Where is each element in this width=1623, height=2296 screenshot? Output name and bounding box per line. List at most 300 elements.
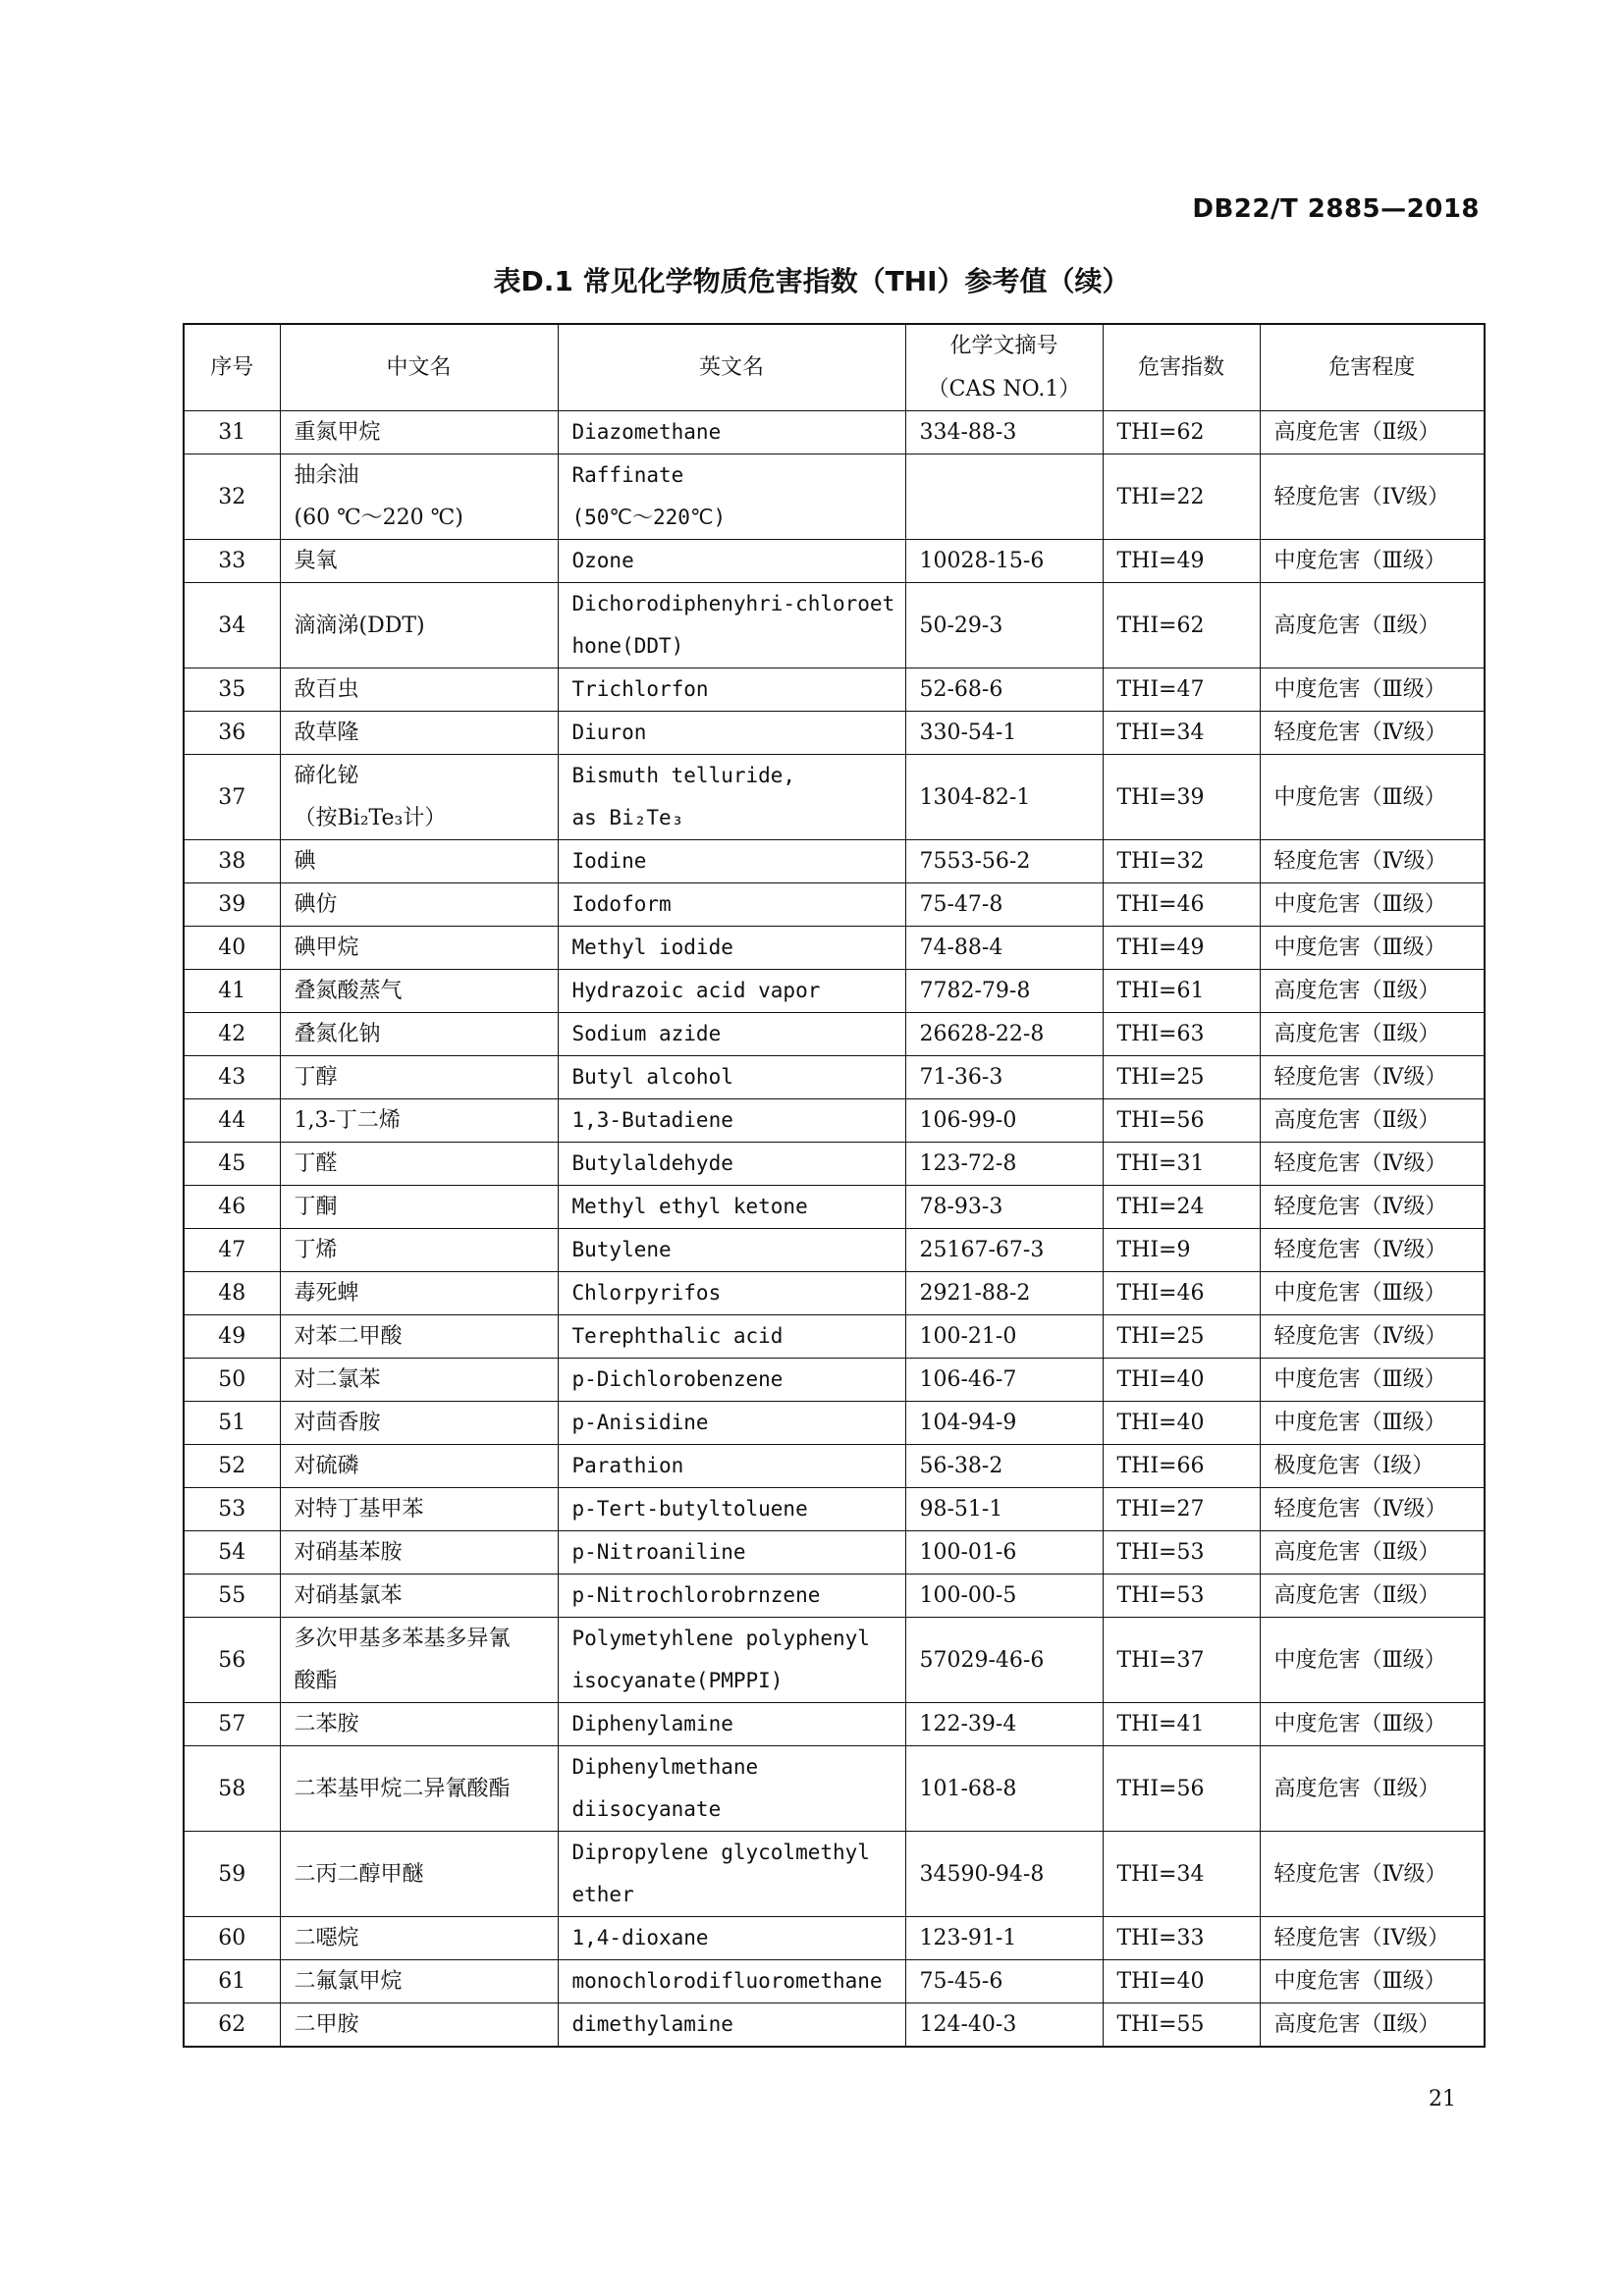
- cell-chinese-name: [280, 2003, 558, 2048]
- cell-chinese-name: [280, 583, 558, 668]
- cell-english-name-line: p-Tert-butyltoluene: [571, 1497, 808, 1521]
- cell-hazard-level: 轻度危害（Ⅳ级）: [1260, 840, 1485, 883]
- cell-hazard-level: 中度危害（Ⅲ级）: [1260, 1359, 1485, 1402]
- cell-chinese-name: [280, 668, 558, 712]
- cas-header-line-1: 化学文摘号: [949, 334, 1058, 358]
- cell-cas-number: 106-99-0: [905, 1099, 1103, 1143]
- cell-chinese-name: [280, 1575, 558, 1618]
- cell-hazard-level: 中度危害（Ⅲ级）: [1260, 1960, 1485, 2003]
- cell-chinese-name-line: 对特丁基甲苯: [294, 1497, 424, 1522]
- cell-hazard-index: THI=49: [1103, 927, 1260, 970]
- cell-chinese-name: [280, 454, 558, 540]
- cell-chinese-name: [280, 1013, 558, 1056]
- cell-english-name-line: (50℃～220℃): [571, 506, 727, 529]
- table-row: [184, 1359, 1485, 1402]
- cell-english-name: [558, 1531, 905, 1575]
- cell-hazard-index: THI=31: [1103, 1143, 1260, 1186]
- table-header-row: [184, 324, 1485, 411]
- cell-english-name: [558, 2003, 905, 2048]
- cell-chinese-name-line: 二氟氯甲烷: [294, 1969, 403, 1994]
- table-row: [184, 712, 1485, 755]
- table-row: [184, 1531, 1485, 1575]
- cell-number: 55: [184, 1575, 280, 1618]
- cell-chinese-name: [280, 1186, 558, 1229]
- table-row: [184, 1960, 1485, 2003]
- column-header-hazard-level: 危害程度: [1260, 324, 1485, 411]
- cell-cas-number: 1304-82-1: [905, 755, 1103, 840]
- cell-english-name-line: Raffinate: [571, 463, 684, 487]
- cell-cas-number: 52-68-6: [905, 668, 1103, 712]
- cell-chinese-name: [280, 1099, 558, 1143]
- table-row: [184, 1575, 1485, 1618]
- cell-chinese-name: [280, 970, 558, 1013]
- cell-english-name-line: Diphenylamine: [571, 1712, 733, 1735]
- cell-hazard-level: 轻度危害（Ⅳ级）: [1260, 1186, 1485, 1229]
- cell-english-name-line: Diazomethane: [571, 420, 722, 444]
- cell-english-name: [558, 755, 905, 840]
- cell-chinese-name: [280, 883, 558, 927]
- cell-number: 50: [184, 1359, 280, 1402]
- cell-cas-number: 98-51-1: [905, 1488, 1103, 1531]
- cell-english-name-line: Bismuth telluride,: [571, 764, 796, 787]
- cell-chinese-name: [280, 840, 558, 883]
- cell-english-name: [558, 970, 905, 1013]
- cell-cas-number: 56-38-2: [905, 1445, 1103, 1488]
- cell-english-name: [558, 1013, 905, 1056]
- cell-chinese-name: [280, 1917, 558, 1960]
- cell-chinese-name: [280, 1315, 558, 1359]
- cell-chinese-name-line: 抽余油: [294, 463, 359, 488]
- cell-chinese-name-line: 碘: [294, 849, 316, 874]
- cell-english-name-line: Parathion: [571, 1454, 684, 1477]
- cell-chinese-name-line: 臭氧: [294, 549, 338, 573]
- table-row: [184, 1099, 1485, 1143]
- table-row: [184, 411, 1485, 454]
- cell-hazard-level: 轻度危害（Ⅳ级）: [1260, 1143, 1485, 1186]
- cell-hazard-level: 中度危害（Ⅲ级）: [1260, 1703, 1485, 1746]
- cell-chinese-name-line: 丁烯: [294, 1238, 338, 1262]
- cell-number: 34: [184, 583, 280, 668]
- cell-hazard-index: THI=34: [1103, 1832, 1260, 1917]
- cell-cas-number: 123-72-8: [905, 1143, 1103, 1186]
- cell-cas-number: 122-39-4: [905, 1703, 1103, 1746]
- cell-number: 31: [184, 411, 280, 454]
- cell-english-name: [558, 411, 905, 454]
- cell-hazard-level: 轻度危害（Ⅳ级）: [1260, 1229, 1485, 1272]
- cell-hazard-level: 轻度危害（IV级）: [1260, 1917, 1485, 1960]
- table-row: [184, 840, 1485, 883]
- cell-english-name-line: Hydrazoic acid vapor: [571, 979, 821, 1002]
- cell-chinese-name-line: （按Bi₂Te₃计）: [294, 806, 447, 830]
- cell-english-name: [558, 1272, 905, 1315]
- cell-english-name-line: Methyl iodide: [571, 935, 733, 959]
- cell-number: 47: [184, 1229, 280, 1272]
- cell-chinese-name-line: 丁酮: [294, 1195, 338, 1219]
- cell-chinese-name-line: 叠氮化钠: [294, 1022, 381, 1046]
- cell-chinese-name: [280, 755, 558, 840]
- cell-english-name: [558, 1099, 905, 1143]
- cell-hazard-index: THI=34: [1103, 712, 1260, 755]
- cell-number: 53: [184, 1488, 280, 1531]
- cell-chinese-name: [280, 1703, 558, 1746]
- table-row: [184, 1917, 1485, 1960]
- cell-english-name: [558, 1703, 905, 1746]
- cell-cas-number: 78-93-3: [905, 1186, 1103, 1229]
- cell-number: 56: [184, 1618, 280, 1703]
- cell-english-name-line: p-Nitroaniline: [571, 1540, 746, 1564]
- cell-number: 35: [184, 668, 280, 712]
- column-header-chinese-name: 中文名: [280, 324, 558, 411]
- cell-english-name-line: dimethylamine: [571, 2012, 733, 2036]
- cell-chinese-name-line: 碘仿: [294, 892, 338, 917]
- cell-hazard-index: THI=66: [1103, 1445, 1260, 1488]
- cell-number: 38: [184, 840, 280, 883]
- cell-chinese-name-line: 对二氯苯: [294, 1367, 381, 1392]
- cell-english-name: [558, 712, 905, 755]
- cell-english-name: [558, 1445, 905, 1488]
- cell-english-name-line: Sodium azide: [571, 1022, 722, 1045]
- cell-english-name-line: Ozone: [571, 549, 634, 572]
- cell-english-name-line: Polymetyhlene polyphenyl: [571, 1627, 870, 1650]
- cell-english-name: [558, 1917, 905, 1960]
- cell-cas-number: [905, 454, 1103, 540]
- column-header-cas-number: [905, 324, 1103, 411]
- cell-number: 60: [184, 1917, 280, 1960]
- cell-cas-number: 74-88-4: [905, 927, 1103, 970]
- cell-english-name: [558, 1402, 905, 1445]
- cell-chinese-name: [280, 1960, 558, 2003]
- cell-english-name-line: Dipropylene glycolmethyl: [571, 1841, 870, 1864]
- table-row: [184, 1272, 1485, 1315]
- cell-chinese-name: [280, 1359, 558, 1402]
- cell-hazard-level: 轻度危害（Ⅳ级）: [1260, 1832, 1485, 1917]
- cell-hazard-index: THI=53: [1103, 1575, 1260, 1618]
- cell-number: 39: [184, 883, 280, 927]
- cell-hazard-index: THI=46: [1103, 1272, 1260, 1315]
- table-row: [184, 583, 1485, 668]
- cell-chinese-name-line: 酸酯: [294, 1669, 338, 1693]
- cell-hazard-level: 中度危害（Ⅲ级）: [1260, 1618, 1485, 1703]
- cell-hazard-index: THI=61: [1103, 970, 1260, 1013]
- cell-chinese-name-line: 碲化铋: [294, 764, 359, 788]
- cell-english-name: [558, 927, 905, 970]
- table-row: [184, 1013, 1485, 1056]
- cell-number: 46: [184, 1186, 280, 1229]
- cell-cas-number: 25167-67-3: [905, 1229, 1103, 1272]
- cell-english-name: [558, 1746, 905, 1832]
- cell-chinese-name-line: 对硝基氯苯: [294, 1583, 403, 1608]
- cell-hazard-index: THI=37: [1103, 1618, 1260, 1703]
- cell-hazard-index: THI=40: [1103, 1960, 1260, 2003]
- cell-chinese-name: [280, 1272, 558, 1315]
- cell-chinese-name-line: 敌草隆: [294, 721, 359, 745]
- cell-english-name: [558, 883, 905, 927]
- cell-chinese-name-line: 叠氮酸蒸气: [294, 979, 403, 1003]
- cell-chinese-name: [280, 1402, 558, 1445]
- cell-chinese-name-line: 二苯基甲烷二异氰酸酯: [294, 1776, 511, 1801]
- cell-english-name-line: Methyl ethyl ketone: [571, 1195, 808, 1218]
- cell-chinese-name-line: (60 ℃～220 ℃): [294, 506, 463, 530]
- cell-english-name: [558, 840, 905, 883]
- table-row: [184, 927, 1485, 970]
- cell-english-name: [558, 1143, 905, 1186]
- cell-english-name: [558, 1186, 905, 1229]
- cell-english-name-line: Terephthalic acid: [571, 1324, 784, 1348]
- cell-hazard-index: THI=56: [1103, 1099, 1260, 1143]
- cell-chinese-name-line: 滴滴涕(DDT): [294, 613, 425, 638]
- table-row: [184, 1703, 1485, 1746]
- cell-cas-number: 100-01-6: [905, 1531, 1103, 1575]
- cell-hazard-level: 中度危害（Ⅲ级）: [1260, 668, 1485, 712]
- table-row: [184, 1186, 1485, 1229]
- cell-chinese-name: [280, 1229, 558, 1272]
- cell-cas-number: 2921-88-2: [905, 1272, 1103, 1315]
- cell-english-name: [558, 1056, 905, 1099]
- cell-cas-number: 26628-22-8: [905, 1013, 1103, 1056]
- cell-number: 62: [184, 2003, 280, 2048]
- cell-cas-number: 330-54-1: [905, 712, 1103, 755]
- cell-number: 36: [184, 712, 280, 755]
- cell-hazard-index: THI=53: [1103, 1531, 1260, 1575]
- cell-english-name-line: p-Anisidine: [571, 1411, 709, 1434]
- cell-english-name: [558, 1229, 905, 1272]
- cell-hazard-level: 轻度危害（Ⅳ级）: [1260, 1315, 1485, 1359]
- cell-hazard-level: 高度危害（Ⅱ级）: [1260, 1746, 1485, 1832]
- table-row: [184, 755, 1485, 840]
- cell-hazard-index: THI=25: [1103, 1315, 1260, 1359]
- cell-cas-number: 7782-79-8: [905, 970, 1103, 1013]
- cell-english-name-line: 1,4-dioxane: [571, 1926, 709, 1949]
- cell-hazard-index: THI=46: [1103, 883, 1260, 927]
- cell-cas-number: 34590-94-8: [905, 1832, 1103, 1917]
- cell-english-name-line: as Bi₂Te₃: [571, 806, 684, 829]
- table-body: [184, 411, 1485, 2048]
- cell-hazard-index: THI=40: [1103, 1359, 1260, 1402]
- cell-chinese-name: [280, 540, 558, 583]
- cell-hazard-index: THI=55: [1103, 2003, 1260, 2048]
- cell-english-name-line: 1,3-Butadiene: [571, 1108, 733, 1132]
- cell-cas-number: 7553-56-2: [905, 840, 1103, 883]
- cell-chinese-name-line: 毒死蜱: [294, 1281, 359, 1306]
- cell-english-name-line: p-Nitrochlorobrnzene: [571, 1583, 821, 1607]
- cell-chinese-name-line: 对硝基苯胺: [294, 1540, 403, 1565]
- cell-cas-number: 75-47-8: [905, 883, 1103, 927]
- cell-chinese-name-line: 对茴香胺: [294, 1411, 381, 1435]
- cell-chinese-name-line: 丁醇: [294, 1065, 338, 1090]
- cell-number: 52: [184, 1445, 280, 1488]
- cell-chinese-name: [280, 1746, 558, 1832]
- cell-chinese-name: [280, 1056, 558, 1099]
- cell-english-name-line: isocyanate(PMPPI): [571, 1669, 784, 1692]
- cell-number: 51: [184, 1402, 280, 1445]
- cell-hazard-index: THI=62: [1103, 411, 1260, 454]
- cell-english-name-line: Diphenylmethane: [571, 1755, 759, 1779]
- cell-chinese-name: [280, 1143, 558, 1186]
- cell-english-name-line: Butylaldehyde: [571, 1151, 733, 1175]
- table-row: [184, 1315, 1485, 1359]
- cell-number: 44: [184, 1099, 280, 1143]
- cell-number: 57: [184, 1703, 280, 1746]
- table-row: [184, 1488, 1485, 1531]
- table-row: [184, 1746, 1485, 1832]
- table-row: [184, 2003, 1485, 2048]
- cell-hazard-level: 轻度危害（Ⅳ级）: [1260, 1056, 1485, 1099]
- cell-hazard-index: THI=63: [1103, 1013, 1260, 1056]
- cell-number: 37: [184, 755, 280, 840]
- cell-hazard-level: 高度危害（Ⅱ级）: [1260, 1531, 1485, 1575]
- table-row: [184, 454, 1485, 540]
- cell-cas-number: 71-36-3: [905, 1056, 1103, 1099]
- cell-number: 59: [184, 1832, 280, 1917]
- table-row: [184, 668, 1485, 712]
- cell-hazard-index: THI=62: [1103, 583, 1260, 668]
- cell-english-name-line: Iodoform: [571, 892, 672, 916]
- table-row: [184, 1056, 1485, 1099]
- cell-hazard-level: 中度危害（Ⅲ级）: [1260, 1402, 1485, 1445]
- cell-hazard-level: 轻度危害（IV级）: [1260, 454, 1485, 540]
- cell-chinese-name-line: 重氮甲烷: [294, 420, 381, 445]
- cell-chinese-name: [280, 712, 558, 755]
- table-row: [184, 1832, 1485, 1917]
- cell-english-name: [558, 1960, 905, 2003]
- cell-cas-number: 101-68-8: [905, 1746, 1103, 1832]
- cell-hazard-level: 高度危害（Ⅱ级）: [1260, 1099, 1485, 1143]
- cell-chinese-name: [280, 1832, 558, 1917]
- cell-chinese-name-line: 二噁烷: [294, 1926, 359, 1950]
- cell-number: 54: [184, 1531, 280, 1575]
- cell-hazard-level: 高度危害（Ⅱ级）: [1260, 411, 1485, 454]
- cell-chinese-name-line: 对苯二甲酸: [294, 1324, 403, 1349]
- cas-header-line-2: （CAS NO.1）: [927, 377, 1081, 401]
- cell-english-name-line: monochlorodifluoromethane: [571, 1969, 883, 1993]
- cell-english-name: [558, 540, 905, 583]
- cell-english-name: [558, 1575, 905, 1618]
- cell-hazard-index: THI=49: [1103, 540, 1260, 583]
- document-code: DB22/T 2885—2018: [1192, 194, 1480, 224]
- cell-hazard-index: THI=32: [1103, 840, 1260, 883]
- cell-hazard-index: THI=24: [1103, 1186, 1260, 1229]
- column-header-english-name: 英文名: [558, 324, 905, 411]
- cell-hazard-index: THI=41: [1103, 1703, 1260, 1746]
- cell-english-name-line: Diuron: [571, 721, 647, 744]
- cell-english-name: [558, 1488, 905, 1531]
- cell-hazard-index: THI=56: [1103, 1746, 1260, 1832]
- cell-chinese-name: [280, 1488, 558, 1531]
- cell-number: 58: [184, 1746, 280, 1832]
- cell-hazard-index: THI=33: [1103, 1917, 1260, 1960]
- cell-english-name-line: diisocyanate: [571, 1797, 722, 1821]
- cell-cas-number: 100-00-5: [905, 1575, 1103, 1618]
- cell-chinese-name: [280, 927, 558, 970]
- cell-english-name-line: Trichlorfon: [571, 677, 709, 701]
- table-row: [184, 540, 1485, 583]
- cell-number: 33: [184, 540, 280, 583]
- cell-hazard-index: THI=27: [1103, 1488, 1260, 1531]
- cell-number: 48: [184, 1272, 280, 1315]
- cell-chinese-name-line: 对硫磷: [294, 1454, 359, 1478]
- cell-english-name: [558, 583, 905, 668]
- cell-hazard-level: 中度危害（Ⅲ级）: [1260, 755, 1485, 840]
- column-header-hazard-index: 危害指数: [1103, 324, 1260, 411]
- cell-chinese-name-line: 二丙二醇甲醚: [294, 1861, 424, 1887]
- cell-number: 41: [184, 970, 280, 1013]
- cell-hazard-level: 高度危害（Ⅱ级）: [1260, 970, 1485, 1013]
- cell-number: 43: [184, 1056, 280, 1099]
- cell-chinese-name-line: 敌百虫: [294, 677, 359, 702]
- cell-cas-number: 50-29-3: [905, 583, 1103, 668]
- cell-hazard-level: 轻度危害（Ⅳ级）: [1260, 1488, 1485, 1531]
- cell-hazard-level: 中度危害（Ⅲ级）: [1260, 883, 1485, 927]
- cell-chinese-name-line: 二甲胺: [294, 2012, 359, 2037]
- cell-number: 32: [184, 454, 280, 540]
- cell-english-name-line: Dichorodiphenyhri-chloroet: [571, 592, 895, 615]
- table-title: 表D.1 常见化学物质危害指数（THI）参考值（续）: [493, 265, 1130, 297]
- table-row: [184, 1143, 1485, 1186]
- cell-chinese-name: [280, 1531, 558, 1575]
- cell-cas-number: 123-91-1: [905, 1917, 1103, 1960]
- cell-hazard-level: 中度危害（Ⅲ级）: [1260, 927, 1485, 970]
- cell-english-name-line: hone(DDT): [571, 634, 684, 658]
- cell-chinese-name: [280, 1445, 558, 1488]
- cell-hazard-index: THI=40: [1103, 1402, 1260, 1445]
- cell-cas-number: 106-46-7: [905, 1359, 1103, 1402]
- cell-number: 40: [184, 927, 280, 970]
- cell-english-name-line: Butyl alcohol: [571, 1065, 733, 1089]
- cell-english-name: [558, 1618, 905, 1703]
- cell-number: 49: [184, 1315, 280, 1359]
- cell-chinese-name-line: 丁醛: [294, 1151, 338, 1176]
- table-row: [184, 1229, 1485, 1272]
- cell-hazard-level: 极度危害（Ⅰ级）: [1260, 1445, 1485, 1488]
- cell-chinese-name: [280, 411, 558, 454]
- cell-english-name: [558, 454, 905, 540]
- cell-english-name-line: ether: [571, 1883, 634, 1906]
- cell-hazard-level: 高度危害（Ⅱ级）: [1260, 1575, 1485, 1618]
- cell-english-name-line: Iodine: [571, 849, 647, 873]
- cell-cas-number: 104-94-9: [905, 1402, 1103, 1445]
- cell-number: 42: [184, 1013, 280, 1056]
- cell-hazard-index: THI=9: [1103, 1229, 1260, 1272]
- table-row: [184, 1618, 1485, 1703]
- cell-hazard-level: 轻度危害（Ⅳ级）: [1260, 712, 1485, 755]
- cell-hazard-index: THI=22: [1103, 454, 1260, 540]
- cell-hazard-index: THI=47: [1103, 668, 1260, 712]
- cell-english-name-line: Chlorpyrifos: [571, 1281, 722, 1305]
- cell-hazard-index: THI=39: [1103, 755, 1260, 840]
- cell-english-name-line: Butylene: [571, 1238, 672, 1261]
- cell-english-name: [558, 1832, 905, 1917]
- cell-english-name: [558, 1315, 905, 1359]
- table-row: [184, 970, 1485, 1013]
- cell-chinese-name-line: 多次甲基多苯基多异氰: [294, 1627, 511, 1651]
- table-row: [184, 1445, 1485, 1488]
- table-row: [184, 1402, 1485, 1445]
- cell-cas-number: 75-45-6: [905, 1960, 1103, 2003]
- cell-chinese-name-line: 二苯胺: [294, 1712, 359, 1736]
- column-header-no: 序号: [184, 324, 280, 411]
- cell-hazard-level: 高度危害（Ⅱ级）: [1260, 583, 1485, 668]
- cell-chinese-name-line: 1,3-丁二烯: [294, 1108, 401, 1133]
- cell-hazard-level: 高度危害（Ⅱ级）: [1260, 1013, 1485, 1056]
- cell-hazard-index: THI=25: [1103, 1056, 1260, 1099]
- cell-hazard-level: 中度危害（Ⅲ级）: [1260, 540, 1485, 583]
- cell-cas-number: 57029-46-6: [905, 1618, 1103, 1703]
- thi-reference-table: [183, 323, 1486, 2048]
- cell-number: 45: [184, 1143, 280, 1186]
- cell-english-name: [558, 668, 905, 712]
- cell-chinese-name: [280, 1618, 558, 1703]
- cell-cas-number: 124-40-3: [905, 2003, 1103, 2048]
